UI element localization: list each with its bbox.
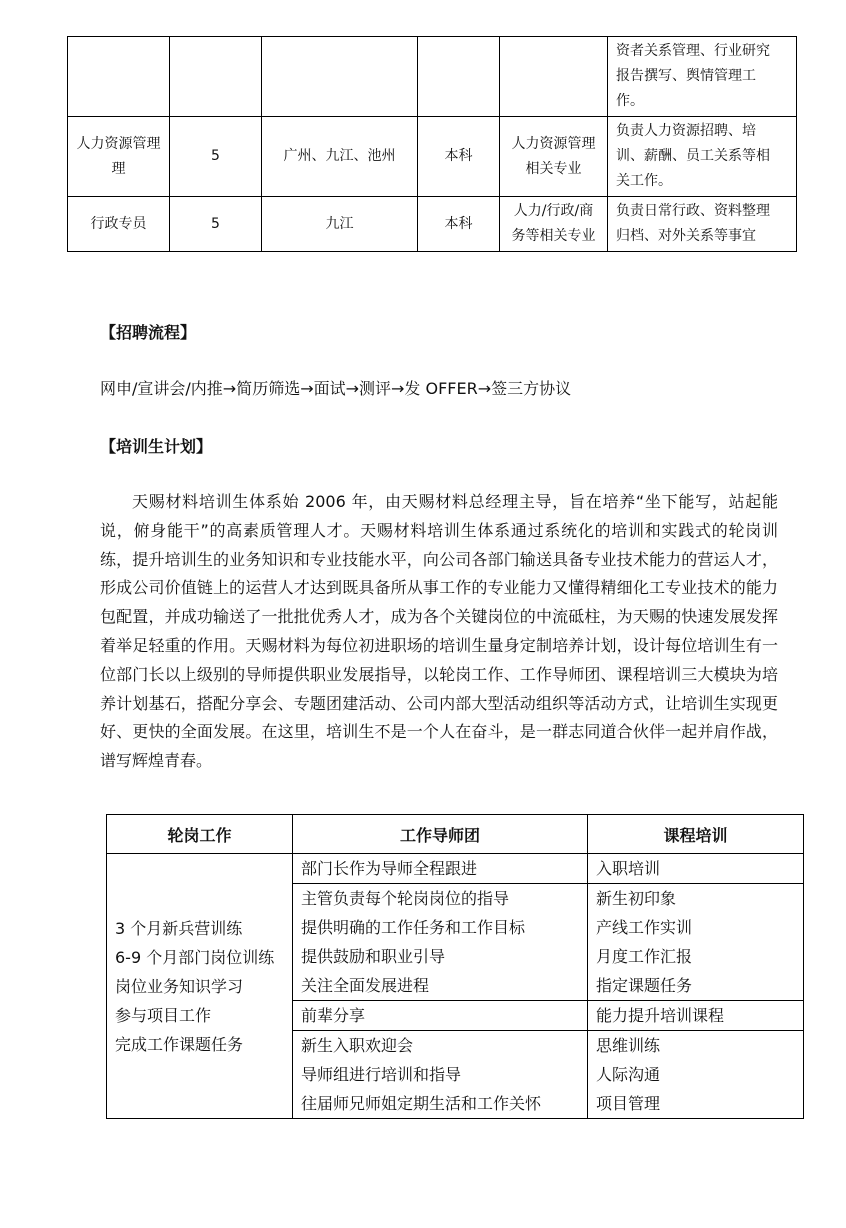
position-desc: 负责人力资源招聘、培 训、薪酬、员工关系等相 关工作。 xyxy=(608,117,797,197)
position-desc: 负责日常行政、资料整理 归档、对外关系等事宜 xyxy=(608,197,797,252)
header-mentor: 工作导师团 xyxy=(293,815,588,854)
position-major xyxy=(500,37,608,117)
table-row xyxy=(107,854,804,884)
trainee-paragraph: 天赐材料培训生体系始 2006 年，由天赐材料总经理主导，旨在培养“坐下能写，站起能说，俯身能干”的高素质管理人才。天赐材料培训生体系通过系统化的培训和实践式的轮岗训练，提升培训生的业务知识和专业技能水平，向公司各部门输送具备专业技术能力的营运人才，形成公司价值链上的运营人才达到既具备所从事工作的专业能力又懂得精细化工专业技术的能力包配置，并成功输送了一批批优秀人才，成为各个关键岗位的中流砥柱，为天赐的快速发展发挥着举足轻重的作用。天赐材料为每位初进职场的培训生量身定制培养计划，设计每位培训生有一位部门长以上级别的导师提供职业发展指导，以轮岗工作、工作导师团、课程培训三大模块为培养计划基石，搭配分享会、专题团建活动、公司内部大型活动组织等活动方式，让培训生实现更好、更快的全面发展。在这里，培训生不是一个人在奋斗，是一群志同道合伙伴一起并肩作战，谱写辉煌青春。 xyxy=(100,492,778,771)
training-table xyxy=(106,814,804,1119)
position-degree: 本科 xyxy=(418,197,500,252)
table-row xyxy=(68,117,797,197)
trainee-heading: 【培训生计划】 xyxy=(100,437,213,456)
mentor-cell: 主管负责每个轮岗岗位的指导 提供明确的工作任务和工作目标 提供鼓励和职业引导 关注全面发展进程 xyxy=(293,884,588,1001)
position-name: 行政专员 xyxy=(68,197,170,252)
table-row xyxy=(68,37,797,117)
position-count: 5 xyxy=(170,117,262,197)
course-cell: 能力提升培训课程 xyxy=(588,1001,804,1031)
course-cell: 思维训练 人际沟通 项目管理 xyxy=(588,1031,804,1119)
mentor-cell: 前辈分享 xyxy=(293,1001,588,1031)
header-course: 课程培训 xyxy=(588,815,804,854)
header-rotation: 轮岗工作 xyxy=(107,815,293,854)
rotation-cell: 3 个月新兵营训练 6-9 个月部门岗位训练 岗位业务知识学习 参与项目工作 完成工作课题任务 xyxy=(107,854,293,1119)
recruit-flow: 网申/宣讲会/内推→简历筛选→面试→测评→发 OFFER→签三方协议 xyxy=(100,379,572,398)
position-degree xyxy=(418,37,500,117)
position-major: 人力/行政/商 务等相关专业 xyxy=(500,197,608,252)
table-header-row xyxy=(107,815,804,854)
position-count: 5 xyxy=(170,197,262,252)
positions-table xyxy=(67,36,797,252)
recruit-heading: 【招聘流程】 xyxy=(100,323,197,342)
position-location xyxy=(262,37,418,117)
position-major: 人力资源管理 相关专业 xyxy=(500,117,608,197)
position-degree: 本科 xyxy=(418,117,500,197)
course-cell: 新生初印象 产线工作实训 月度工作汇报 指定课题任务 xyxy=(588,884,804,1001)
position-location: 广州、九江、池州 xyxy=(262,117,418,197)
mentor-cell: 新生入职欢迎会 导师组进行培训和指导 往届师兄师姐定期生活和工作关怀 xyxy=(293,1031,588,1119)
position-desc: 资者关系管理、行业研究 报告撰写、舆情管理工 作。 xyxy=(608,37,797,117)
position-location: 九江 xyxy=(262,197,418,252)
table-row xyxy=(68,197,797,252)
course-cell: 入职培训 xyxy=(588,854,804,884)
mentor-cell: 部门长作为导师全程跟进 xyxy=(293,854,588,884)
position-name xyxy=(68,37,170,117)
position-count xyxy=(170,37,262,117)
position-name: 人力资源管理 理 xyxy=(68,117,170,197)
